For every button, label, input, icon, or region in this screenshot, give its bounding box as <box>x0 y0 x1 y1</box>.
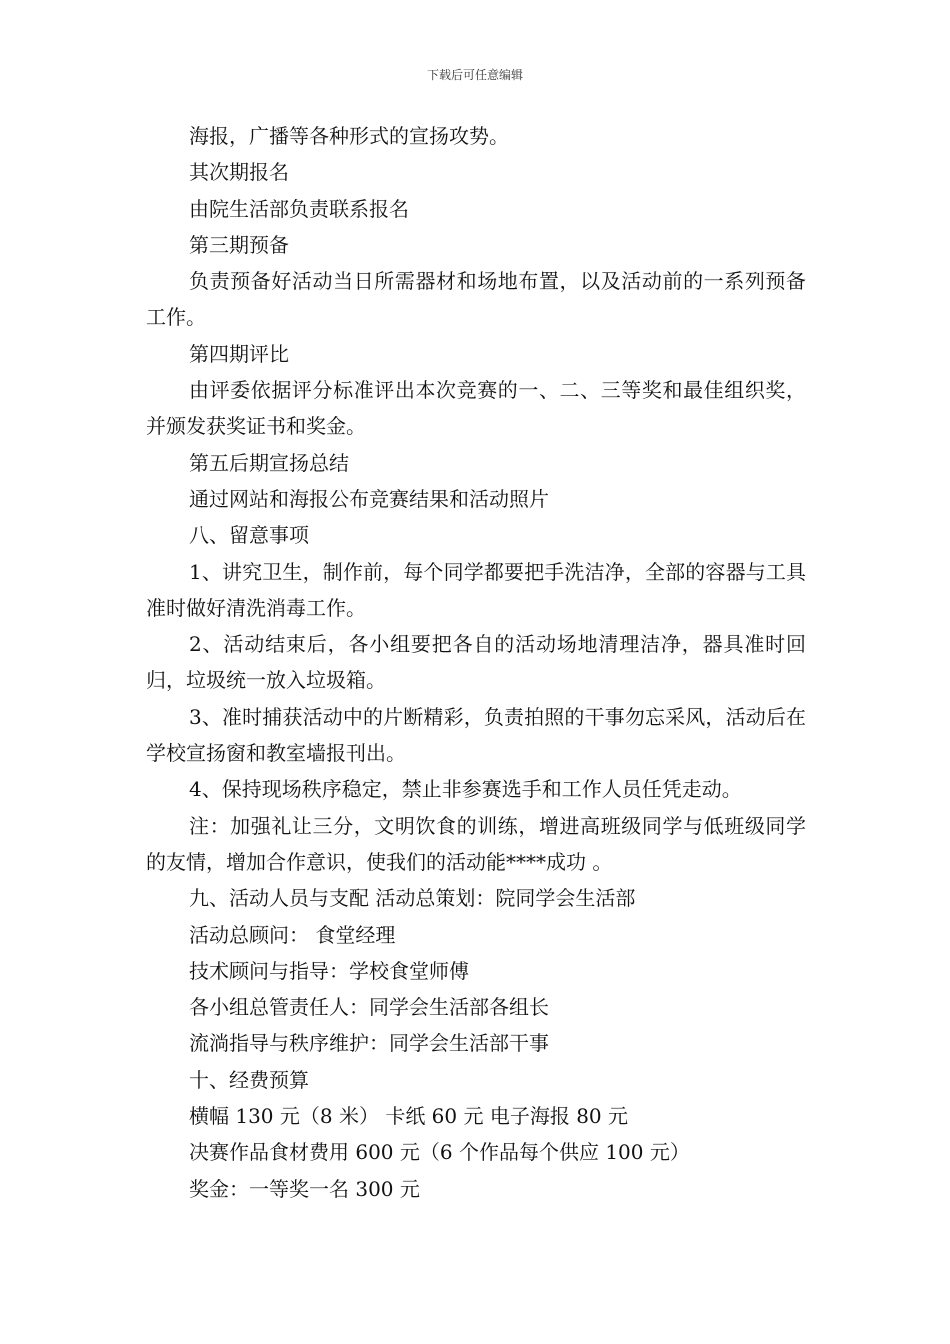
paragraph-note-4: 4、保持现场秩序稳定，禁止非参赛选手和工作人员任凭走动。 <box>189 777 742 802</box>
paragraph-budget-ingredients: 决赛作品食材费用 600 元（6 个作品每个供应 100 元） <box>189 1140 690 1165</box>
paragraph-publicity-methods: 海报，广播等各种形式的宣扬攻势。 <box>189 124 509 148</box>
page-header-note: 下载后可任意编辑 <box>426 68 523 82</box>
paragraph-staff-technical: 技术顾问与指导：学校食堂师傅 <box>189 958 469 983</box>
document-body <box>146 118 806 1207</box>
paragraph-judging: 由评委依据评分标准评出本次竞赛的一、二、三等奖和最佳组织奖，并颁发获奖证书和奖金。 <box>146 378 806 439</box>
paragraph-note-2: 2、活动结束后，各小组要把各自的活动场地清理洁净，器具准时回归，垃圾统一放入垃圾箱。 <box>146 632 806 693</box>
heading-phase-5-summary: 第五后期宣扬总结 <box>189 450 349 475</box>
paragraph-registration: 由院生活部负责联系报名 <box>189 196 409 221</box>
paragraph-note-1: 1、讲究卫生，制作前，每个同学都要把手洗洁净，全部的容器与工具准时做好清洗消毒工作。 <box>146 559 806 620</box>
paragraph-preparation: 负责预备好活动当日所需器材和场地布置，以及活动前的一系列预备工作。 <box>146 269 806 330</box>
paragraph-staff-order: 流淌指导与秩序维护：同学会生活部干事 <box>189 1031 549 1056</box>
heading-phase-3-preparation: 第三期预备 <box>189 232 289 257</box>
paragraph-summary: 通过网站和海报公布竞赛结果和活动照片 <box>189 486 549 511</box>
heading-section-8-notes: 八、留意事项 <box>189 523 309 548</box>
paragraph-note-3: 3、准时捕获活动中的片断精彩，负责拍照的干事勿忘采风，活动后在学校宣扬窗和教室墙报刊出。 <box>146 704 806 766</box>
paragraph-staff-advisor: 活动总顾问： 食堂经理 <box>189 922 396 947</box>
paragraph-budget-items: 横幅 130 元（8 米） 卡纸 60 元 电子海报 80 元 <box>189 1104 629 1129</box>
paragraph-staff-group-leaders: 各小组总管责任人：同学会生活部各组长 <box>189 995 549 1020</box>
heading-section-9-staff: 九、活动人员与支配 活动总策划：院同学会生活部 <box>189 886 636 911</box>
heading-phase-2-registration: 其次期报名 <box>189 160 289 185</box>
heading-phase-4-judging: 第四期评比 <box>189 341 289 366</box>
heading-section-10-budget: 十、经费预算 <box>189 1067 309 1092</box>
paragraph-remark: 注：加强礼让三分，文明饮食的训练，增进高班级同学与低班级同学的友情，增加合作意识，使我们的活动能****成功 。 <box>146 813 806 874</box>
paragraph-budget-prize: 奖金：一等奖一名 300 元 <box>189 1176 420 1201</box>
